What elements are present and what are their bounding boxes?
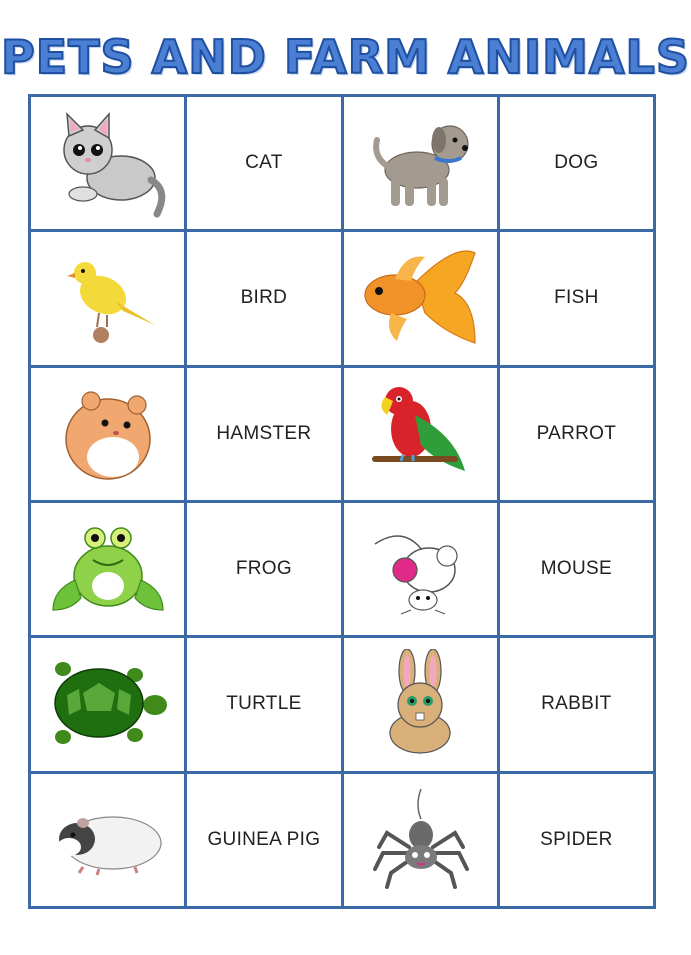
picture-cell-rabbit <box>344 638 497 770</box>
label-cell <box>500 638 653 770</box>
animal-label-spider: SPIDER <box>540 828 613 850</box>
label-cell <box>500 503 653 635</box>
picture-cell-spider <box>344 774 497 906</box>
animal-label-frog: FROG <box>235 558 292 580</box>
guinea-pig-icon <box>43 785 173 895</box>
mouse-icon <box>355 514 485 624</box>
picture-cell-parrot <box>344 368 497 500</box>
picture-cell-frog <box>31 503 184 635</box>
spider-icon <box>355 785 485 895</box>
rabbit-icon <box>355 649 485 759</box>
label-cell <box>187 774 340 906</box>
label-cell <box>187 368 340 500</box>
picture-cell-cat <box>31 97 184 229</box>
label-cell <box>500 368 653 500</box>
label-cell <box>500 232 653 364</box>
picture-cell-fish <box>344 232 497 364</box>
label-cell <box>500 774 653 906</box>
label-cell <box>187 97 340 229</box>
animal-grid <box>28 94 656 909</box>
cat-icon <box>43 108 173 218</box>
animal-label-mouse: MOUSE <box>540 558 612 580</box>
animal-label-parrot: PARROT <box>536 422 617 444</box>
bird-icon <box>43 243 173 353</box>
picture-cell-mouse <box>344 503 497 635</box>
label-cell <box>187 232 340 364</box>
animal-label-hamster: HAMSTER <box>216 422 312 444</box>
frog-icon <box>43 514 173 624</box>
page-title: PETS AND FARM ANIMALS <box>1 30 690 84</box>
picture-cell-dog <box>344 97 497 229</box>
animal-label-guinea-pig: GUINEA PIG <box>207 828 321 850</box>
picture-cell-turtle <box>31 638 184 770</box>
dog-icon <box>355 108 485 218</box>
animal-label-turtle: TURTLE <box>226 693 302 715</box>
label-cell <box>187 503 340 635</box>
animal-label-fish: FISH <box>554 287 599 309</box>
picture-cell-guinea-pig <box>31 774 184 906</box>
picture-cell-bird <box>31 232 184 364</box>
label-cell <box>500 97 653 229</box>
turtle-icon <box>43 649 173 759</box>
animal-label-cat: CAT <box>245 152 283 174</box>
animal-label-bird: BIRD <box>240 287 288 309</box>
picture-cell-hamster <box>31 368 184 500</box>
fish-icon <box>355 243 485 353</box>
animal-label-dog: DOG <box>554 152 599 174</box>
parrot-icon <box>355 379 485 489</box>
hamster-icon <box>43 379 173 489</box>
animal-label-rabbit: RABBIT <box>541 693 612 715</box>
label-cell <box>187 638 340 770</box>
